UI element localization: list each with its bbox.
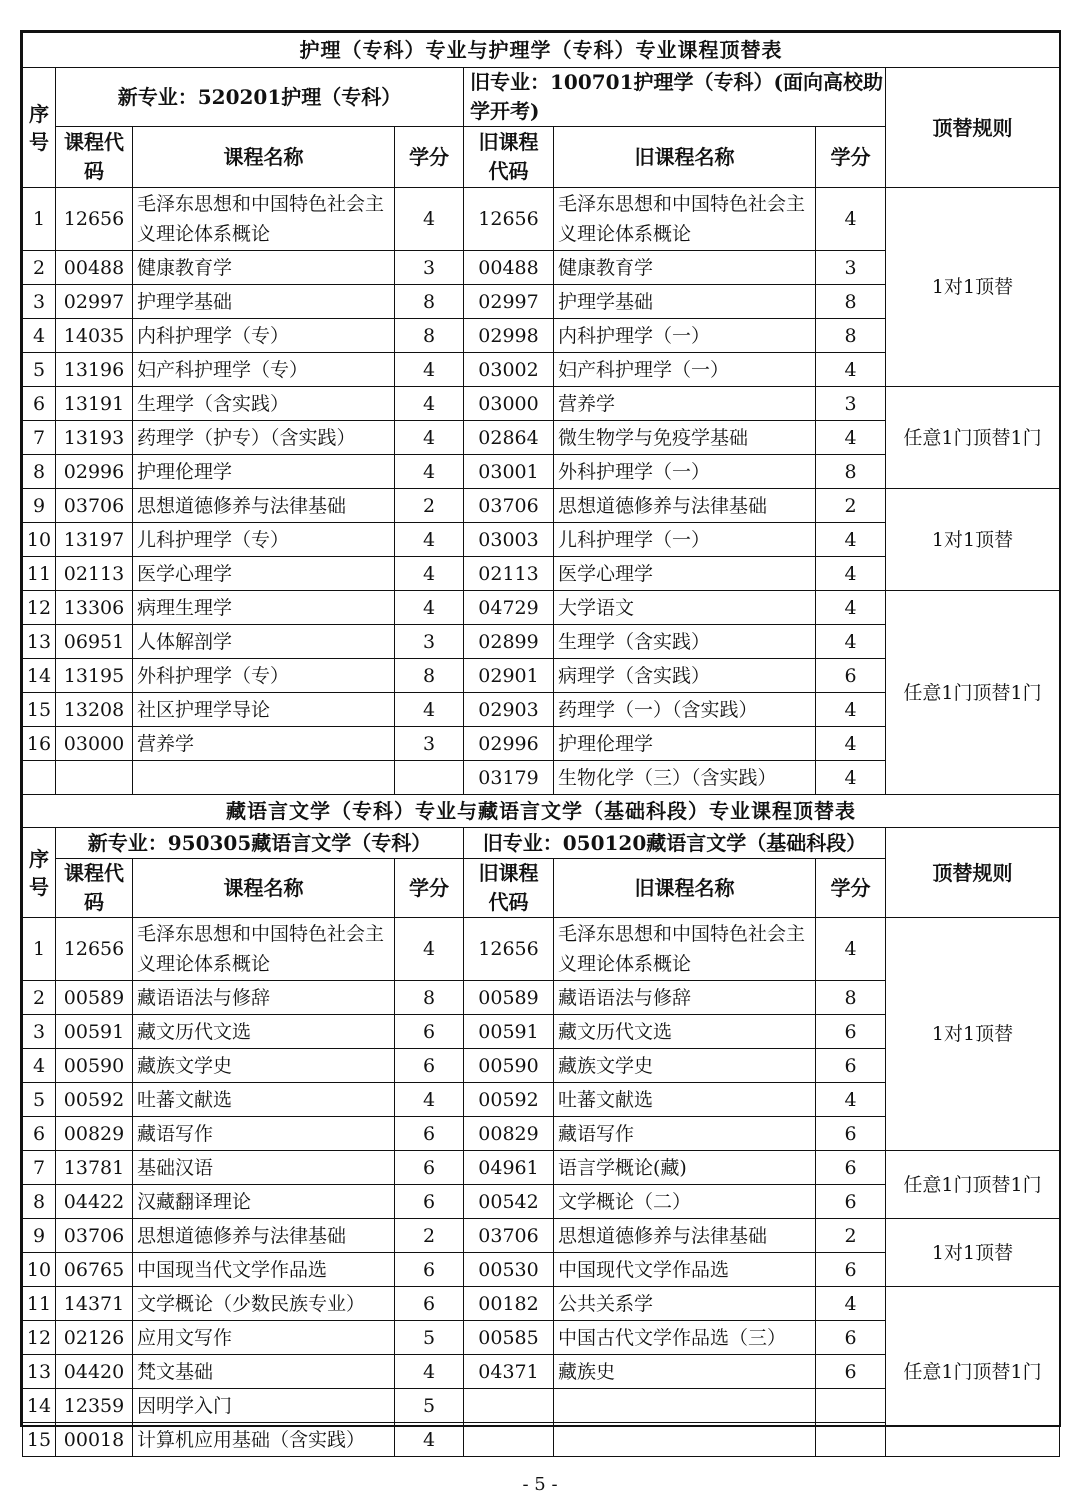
course-credit: 2 (395, 489, 464, 523)
old-course-name: 公共关系学 (554, 1287, 816, 1321)
substitution-rule: 任意1门顶替1门 (886, 1151, 1060, 1219)
table2-code-header-text: 课程代码 (64, 861, 124, 914)
old-course-credit: 6 (816, 1151, 886, 1185)
table2-major-row (23, 828, 1060, 859)
old-course-code: 00488 (464, 251, 554, 285)
course-code: 00592 (56, 1083, 133, 1117)
course-code: 12359 (56, 1389, 133, 1423)
table1-credit-header (395, 127, 464, 188)
old-course-name: 妇产科护理学（一） (554, 353, 816, 387)
old-course-code: 00585 (464, 1321, 554, 1355)
course-code: 14371 (56, 1287, 133, 1321)
course-credit: 4 (395, 1423, 464, 1457)
substitution-rule: 1对1顶替 (886, 489, 1060, 591)
old-course-name: 病理学（含实践） (554, 659, 816, 693)
row-seq: 16 (23, 727, 56, 761)
table1-title-row (23, 33, 1060, 68)
course-code: 13196 (56, 353, 133, 387)
row-seq: 9 (23, 489, 56, 523)
table1-seq-header-text: 序号 (29, 101, 49, 154)
old-course-code: 02996 (464, 727, 554, 761)
old-course-name: 生物化学（三）（含实践） (554, 761, 816, 795)
table2-rule-header: 顶替规则 (886, 828, 1060, 918)
old-course-credit: 4 (816, 1287, 886, 1321)
course-name: 因明学入门 (133, 1389, 395, 1423)
old-course-credit: 4 (816, 353, 886, 387)
course-credit: 4 (395, 1355, 464, 1389)
old-course-code: 02903 (464, 693, 554, 727)
course-name: 病理生理学 (133, 591, 395, 625)
course-name: 药理学（护专）（含实践） (133, 421, 395, 455)
substitution-rule: 1对1顶替 (886, 188, 1060, 387)
course-code: 02996 (56, 455, 133, 489)
table1-new-major: 新专业：520201护理（专科） (56, 68, 464, 127)
course-code: 13197 (56, 523, 133, 557)
row-seq: 6 (23, 387, 56, 421)
row-seq: 11 (23, 1287, 56, 1321)
course-credit: 4 (395, 455, 464, 489)
table2-old-code-header-text: 旧课程代码 (478, 861, 539, 914)
old-course-name: 外科护理学（一） (554, 455, 816, 489)
course-code: 00591 (56, 1015, 133, 1049)
old-course-name: 思想道德修养与法律基础 (554, 489, 816, 523)
old-course-code: 03179 (464, 761, 554, 795)
course-credit: 8 (395, 659, 464, 693)
old-course-credit: 4 (816, 918, 886, 981)
course-name: 计算机应用基础（含实践） (133, 1423, 395, 1457)
row-seq: 6 (23, 1117, 56, 1151)
table-row (23, 387, 1060, 421)
table-row (23, 591, 1060, 625)
table2-title: 藏语言文学（专科）专业与藏语言文学（基础科段）专业课程顶替表 (23, 795, 1060, 828)
course-code: 00018 (56, 1423, 133, 1457)
course-credit: 4 (395, 523, 464, 557)
table1-old-code-header (464, 127, 554, 188)
document-frame (20, 30, 1061, 1451)
old-course-credit: 4 (816, 591, 886, 625)
table2-old-code-header (464, 859, 554, 918)
old-course-name: 藏语语法与修辞 (554, 981, 816, 1015)
table-row (23, 489, 1060, 523)
course-credit: 4 (395, 557, 464, 591)
course-credit: 4 (395, 188, 464, 251)
table2-old-name-header-text: 旧课程名称 (634, 875, 735, 900)
course-name: 生理学（含实践） (133, 387, 395, 421)
course-name: 梵文基础 (133, 1355, 395, 1389)
course-code: 13208 (56, 693, 133, 727)
course-code: 03000 (56, 727, 133, 761)
course-name: 内科护理学（专） (133, 319, 395, 353)
course-code (56, 761, 133, 795)
row-seq: 3 (23, 285, 56, 319)
old-course-code: 03003 (464, 523, 554, 557)
table1-code-header (56, 127, 133, 188)
table1-name-header (133, 127, 395, 188)
old-course-code: 02113 (464, 557, 554, 591)
row-seq: 4 (23, 1049, 56, 1083)
course-code: 06765 (56, 1253, 133, 1287)
course-code: 00589 (56, 981, 133, 1015)
old-course-name: 药理学（一）（含实践） (554, 693, 816, 727)
row-seq: 2 (23, 981, 56, 1015)
row-seq: 10 (23, 523, 56, 557)
old-course-name: 文学概论（二） (554, 1185, 816, 1219)
old-course-code: 03706 (464, 489, 554, 523)
old-course-credit: 6 (816, 1321, 886, 1355)
row-seq: 12 (23, 591, 56, 625)
old-course-code (464, 1423, 554, 1457)
course-credit: 5 (395, 1321, 464, 1355)
course-name: 基础汉语 (133, 1151, 395, 1185)
table1-credit-header-text: 学分 (409, 144, 449, 169)
old-course-name: 内科护理学（一） (554, 319, 816, 353)
table-row (23, 188, 1060, 251)
table2-title-row (23, 795, 1060, 828)
old-course-code: 00182 (464, 1287, 554, 1321)
old-course-code: 12656 (464, 918, 554, 981)
course-name: 文学概论（少数民族专业） (133, 1287, 395, 1321)
course-credit: 8 (395, 319, 464, 353)
table-row (23, 1151, 1060, 1185)
course-credit: 6 (395, 1151, 464, 1185)
old-course-credit: 2 (816, 489, 886, 523)
old-course-code: 04371 (464, 1355, 554, 1389)
course-name: 汉藏翻译理论 (133, 1185, 395, 1219)
old-course-code: 00591 (464, 1015, 554, 1049)
course-name: 营养学 (133, 727, 395, 761)
course-code: 02113 (56, 557, 133, 591)
row-seq: 2 (23, 251, 56, 285)
old-course-name: 藏语写作 (554, 1117, 816, 1151)
table1-old-name-header (554, 127, 816, 188)
old-course-credit: 6 (816, 1185, 886, 1219)
old-course-code: 04961 (464, 1151, 554, 1185)
row-seq: 10 (23, 1253, 56, 1287)
table2-code-header (56, 859, 133, 918)
course-credit: 4 (395, 918, 464, 981)
course-credit: 5 (395, 1389, 464, 1423)
course-credit: 4 (395, 387, 464, 421)
course-credit: 4 (395, 421, 464, 455)
course-name: 应用文写作 (133, 1321, 395, 1355)
old-course-code: 00530 (464, 1253, 554, 1287)
old-course-name: 藏文历代文选 (554, 1015, 816, 1049)
course-credit: 8 (395, 981, 464, 1015)
course-name: 毛泽东思想和中国特色社会主义理论体系概论 (133, 918, 395, 981)
old-course-code: 00589 (464, 981, 554, 1015)
course-code: 12656 (56, 188, 133, 251)
course-credit: 6 (395, 1049, 464, 1083)
table1-old-credit-header-text: 学分 (830, 144, 871, 169)
table1-rule-header: 顶替规则 (886, 68, 1060, 188)
row-seq: 5 (23, 1083, 56, 1117)
old-course-code: 04729 (464, 591, 554, 625)
old-course-credit: 6 (816, 659, 886, 693)
course-name: 藏族文学史 (133, 1049, 395, 1083)
table1-old-major: 旧专业：100701护理学（专科）(面向高校助学开考) (464, 68, 886, 127)
old-course-credit: 6 (816, 1015, 886, 1049)
row-seq: 3 (23, 1015, 56, 1049)
old-course-credit: 4 (816, 625, 886, 659)
old-course-credit: 6 (816, 1049, 886, 1083)
row-seq: 15 (23, 1423, 56, 1457)
course-code: 00488 (56, 251, 133, 285)
old-course-code: 03002 (464, 353, 554, 387)
old-course-name: 医学心理学 (554, 557, 816, 591)
old-course-code: 02864 (464, 421, 554, 455)
row-seq: 8 (23, 455, 56, 489)
old-course-name: 健康教育学 (554, 251, 816, 285)
table1-title: 护理（专科）专业与护理学（专科）专业课程顶替表 (23, 33, 1060, 68)
old-course-credit: 4 (816, 761, 886, 795)
course-code: 14035 (56, 319, 133, 353)
course-credit (395, 761, 464, 795)
table2-new-major: 新专业：950305藏语言文学（专科） (56, 828, 464, 859)
old-course-name: 儿科护理学（一） (554, 523, 816, 557)
table2-old-name-header (554, 859, 816, 918)
course-credit: 6 (395, 1253, 464, 1287)
substitution-rule: 1对1顶替 (886, 918, 1060, 1151)
course-code: 02126 (56, 1321, 133, 1355)
course-code: 13781 (56, 1151, 133, 1185)
row-seq: 14 (23, 1389, 56, 1423)
old-course-code: 02998 (464, 319, 554, 353)
table-row (23, 1219, 1060, 1253)
course-credit: 4 (395, 591, 464, 625)
old-course-credit: 4 (816, 188, 886, 251)
course-name: 藏文历代文选 (133, 1015, 395, 1049)
table2-credit-header (395, 859, 464, 918)
old-course-name: 吐蕃文献选 (554, 1083, 816, 1117)
old-course-name: 中国现代文学作品选 (554, 1253, 816, 1287)
substitution-rule: 1对1顶替 (886, 1219, 1060, 1287)
course-credit: 4 (395, 353, 464, 387)
course-code: 13193 (56, 421, 133, 455)
course-credit: 6 (395, 1117, 464, 1151)
old-course-credit: 4 (816, 557, 886, 591)
row-seq: 4 (23, 319, 56, 353)
table2-old-credit-header (816, 859, 886, 918)
course-credit: 3 (395, 625, 464, 659)
course-name: 护理学基础 (133, 285, 395, 319)
old-course-credit: 4 (816, 727, 886, 761)
course-substitution-table (22, 32, 1060, 1457)
old-course-code: 00542 (464, 1185, 554, 1219)
row-seq: 7 (23, 1151, 56, 1185)
table2-seq-header (23, 828, 56, 918)
course-name: 毛泽东思想和中国特色社会主义理论体系概论 (133, 188, 395, 251)
row-seq: 1 (23, 918, 56, 981)
substitution-rule: 任意1门顶替1门 (886, 591, 1060, 795)
course-name: 儿科护理学（专） (133, 523, 395, 557)
table1-old-code-header-text: 旧课程代码 (478, 130, 539, 183)
table2-seq-header-text: 序号 (29, 846, 49, 899)
old-course-name: 护理学基础 (554, 285, 816, 319)
course-name: 人体解剖学 (133, 625, 395, 659)
course-name: 藏语写作 (133, 1117, 395, 1151)
course-name: 思想道德修养与法律基础 (133, 489, 395, 523)
table1-old-credit-header (816, 127, 886, 188)
course-code: 04420 (56, 1355, 133, 1389)
course-name: 妇产科护理学（专） (133, 353, 395, 387)
substitution-rule: 任意1门顶替1门 (886, 1287, 1060, 1457)
course-code: 13306 (56, 591, 133, 625)
course-credit: 6 (395, 1015, 464, 1049)
row-seq: 5 (23, 353, 56, 387)
table-row (23, 1287, 1060, 1321)
course-code: 03706 (56, 1219, 133, 1253)
old-course-name: 毛泽东思想和中国特色社会主义理论体系概论 (554, 918, 816, 981)
course-code: 13195 (56, 659, 133, 693)
old-course-name: 藏族文学史 (554, 1049, 816, 1083)
old-course-credit: 8 (816, 981, 886, 1015)
course-code: 13191 (56, 387, 133, 421)
old-course-credit: 6 (816, 1253, 886, 1287)
course-name (133, 761, 395, 795)
table2-old-major: 旧专业：050120藏语言文学（基础科段） (464, 828, 886, 859)
course-code: 00829 (56, 1117, 133, 1151)
course-credit: 6 (395, 1185, 464, 1219)
table2-name-header-text: 课程名称 (223, 875, 304, 900)
course-credit: 4 (395, 693, 464, 727)
course-credit: 3 (395, 727, 464, 761)
row-seq: 11 (23, 557, 56, 591)
course-credit: 6 (395, 1287, 464, 1321)
row-seq: 15 (23, 693, 56, 727)
course-code: 03706 (56, 489, 133, 523)
course-code: 06951 (56, 625, 133, 659)
old-course-credit: 3 (816, 387, 886, 421)
course-name: 医学心理学 (133, 557, 395, 591)
row-seq: 7 (23, 421, 56, 455)
old-course-name (554, 1389, 816, 1423)
course-code: 02997 (56, 285, 133, 319)
old-course-code: 02997 (464, 285, 554, 319)
table1-old-name-header-text: 旧课程名称 (634, 144, 735, 169)
old-course-code: 00592 (464, 1083, 554, 1117)
old-course-credit: 2 (816, 1219, 886, 1253)
old-course-name: 思想道德修养与法律基础 (554, 1219, 816, 1253)
old-course-credit: 6 (816, 1355, 886, 1389)
course-credit: 2 (395, 1219, 464, 1253)
old-course-name: 生理学（含实践） (554, 625, 816, 659)
old-course-name: 毛泽东思想和中国特色社会主义理论体系概论 (554, 188, 816, 251)
old-course-name: 中国古代文学作品选（三） (554, 1321, 816, 1355)
course-name: 健康教育学 (133, 251, 395, 285)
old-course-credit: 4 (816, 421, 886, 455)
old-course-credit: 8 (816, 455, 886, 489)
old-course-code: 00590 (464, 1049, 554, 1083)
old-course-credit: 8 (816, 319, 886, 353)
course-name: 社区护理学导论 (133, 693, 395, 727)
table2-old-credit-header-text: 学分 (830, 875, 871, 900)
old-course-name: 藏族史 (554, 1355, 816, 1389)
table1-major-row (23, 68, 1060, 127)
course-code: 12656 (56, 918, 133, 981)
page-number: - 5 - (522, 1474, 558, 1495)
old-course-credit: 4 (816, 523, 886, 557)
row-seq (23, 761, 56, 795)
row-seq: 9 (23, 1219, 56, 1253)
old-course-code: 02899 (464, 625, 554, 659)
old-course-credit (816, 1389, 886, 1423)
old-course-credit: 4 (816, 693, 886, 727)
row-seq: 13 (23, 1355, 56, 1389)
row-seq: 14 (23, 659, 56, 693)
old-course-name (554, 1423, 816, 1457)
course-name: 护理伦理学 (133, 455, 395, 489)
course-name: 外科护理学（专） (133, 659, 395, 693)
table-row (23, 918, 1060, 981)
old-course-credit: 3 (816, 251, 886, 285)
row-seq: 8 (23, 1185, 56, 1219)
old-course-code: 03000 (464, 387, 554, 421)
old-course-code: 02901 (464, 659, 554, 693)
course-credit: 8 (395, 285, 464, 319)
row-seq: 1 (23, 188, 56, 251)
old-course-code: 00829 (464, 1117, 554, 1151)
old-course-credit (816, 1423, 886, 1457)
row-seq: 13 (23, 625, 56, 659)
course-name: 中国现当代文学作品选 (133, 1253, 395, 1287)
table2-credit-header-text: 学分 (409, 875, 449, 900)
course-code: 04422 (56, 1185, 133, 1219)
course-name: 吐蕃文献选 (133, 1083, 395, 1117)
old-course-name: 微生物学与免疫学基础 (554, 421, 816, 455)
old-course-code (464, 1389, 554, 1423)
course-code: 00590 (56, 1049, 133, 1083)
table2-name-header (133, 859, 395, 918)
old-course-name: 护理伦理学 (554, 727, 816, 761)
old-course-name: 营养学 (554, 387, 816, 421)
course-credit: 3 (395, 251, 464, 285)
old-course-name: 语言学概论(藏) (554, 1151, 816, 1185)
old-course-credit: 8 (816, 285, 886, 319)
row-seq: 12 (23, 1321, 56, 1355)
course-name: 藏语语法与修辞 (133, 981, 395, 1015)
old-course-code: 12656 (464, 188, 554, 251)
old-course-credit: 6 (816, 1117, 886, 1151)
course-credit: 4 (395, 1083, 464, 1117)
course-name: 思想道德修养与法律基础 (133, 1219, 395, 1253)
old-course-name: 大学语文 (554, 591, 816, 625)
old-course-code: 03001 (464, 455, 554, 489)
table1-name-header-text: 课程名称 (223, 144, 304, 169)
table1-seq-header (23, 68, 56, 188)
old-course-code: 03706 (464, 1219, 554, 1253)
old-course-credit: 4 (816, 1083, 886, 1117)
substitution-rule: 任意1门顶替1门 (886, 387, 1060, 489)
table1-code-header-text: 课程代码 (64, 130, 124, 183)
